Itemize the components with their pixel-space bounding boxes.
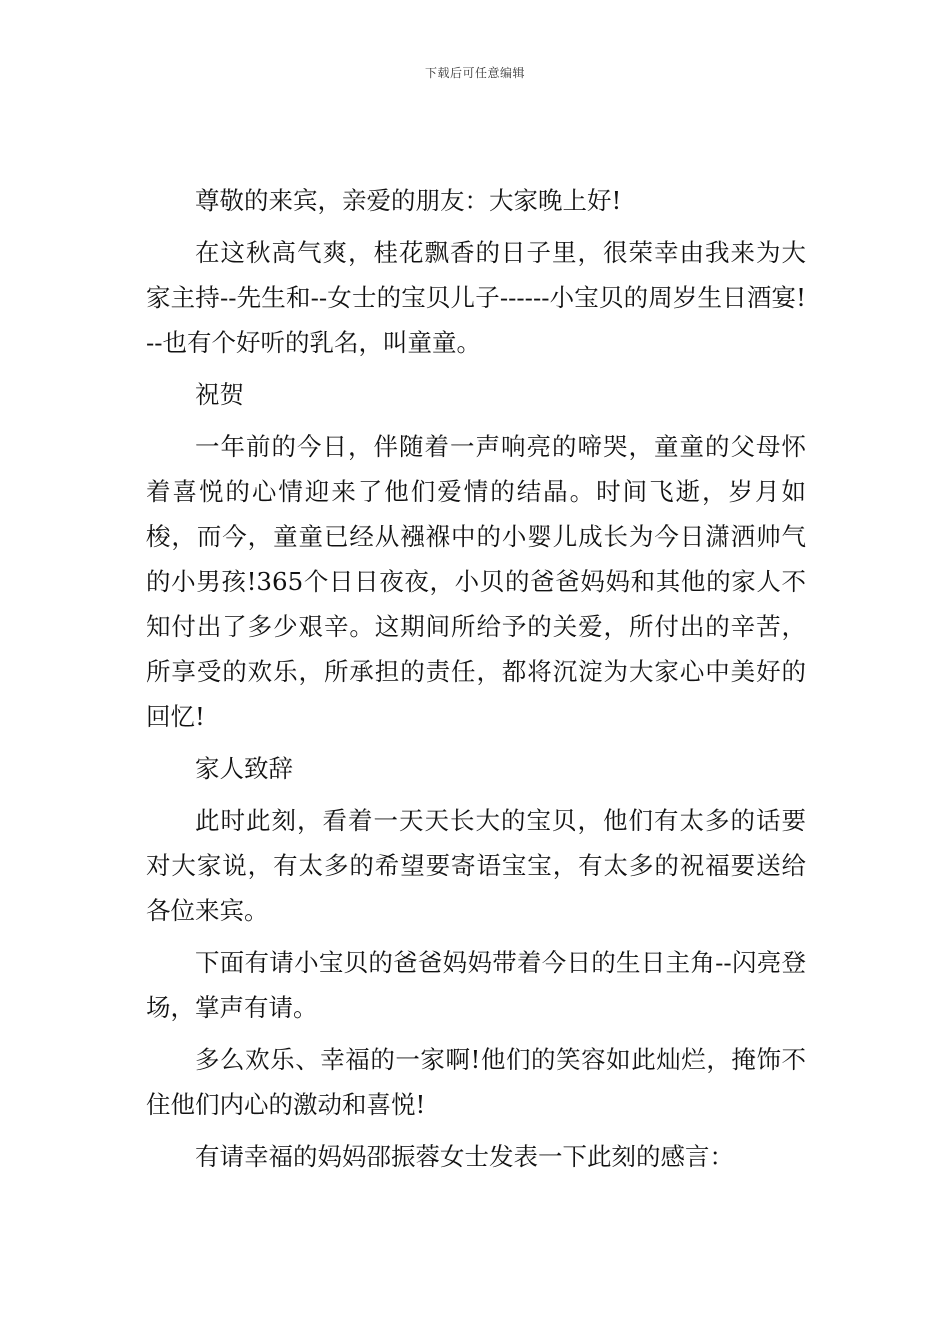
page-header: 下载后可任意编辑	[424, 66, 525, 80]
greeting-paragraph: 尊敬的来宾，亲爱的朋友：大家晚上好!	[195, 186, 622, 215]
section-heading-congrats: 祝贺	[195, 380, 244, 409]
mother-speech-paragraph: 有请幸福的妈妈邵振蓉女士发表一下此刻的感言：	[195, 1142, 734, 1171]
document-body	[146, 178, 806, 1186]
intro-paragraph: 在这秋高气爽，桂花飘香的日子里，很荣幸由我来为大家主持--先生和--女士的宝贝儿子------小宝贝的周岁生日酒宴!--也有个好听的乳名，叫童童。	[146, 238, 806, 357]
happy-family-paragraph: 多么欢乐、幸福的一家啊!他们的笑容如此灿烂，掩饰不住他们内心的激动和喜悦!	[146, 1045, 806, 1119]
congrats-paragraph: 一年前的今日，伴随着一声响亮的啼哭，童童的父母怀着喜悦的心情迎来了他们爱情的结晶。时间飞逝，岁月如梭，而今，童童已经从襁褓中的小婴儿成长为今日潇洒帅气的小男孩!365个日日夜夜，小贝的爸爸妈妈和其他的家人不知付出了多少艰辛。这期间所给予的关爱，所付出的辛苦，所享受的欢乐，所承担的责任，都将沉淀为大家心中美好的回忆!	[146, 432, 806, 731]
section-heading-family-speech: 家人致辞	[195, 754, 293, 783]
invite-paragraph: 下面有请小宝贝的爸爸妈妈带着今日的生日主角--闪亮登场，掌声有请。	[146, 948, 806, 1022]
family-paragraph: 此时此刻，看着一天天长大的宝贝，他们有太多的话要对大家说，有太多的希望要寄语宝宝，有太多的祝福要送给各位来宾。	[146, 806, 806, 925]
